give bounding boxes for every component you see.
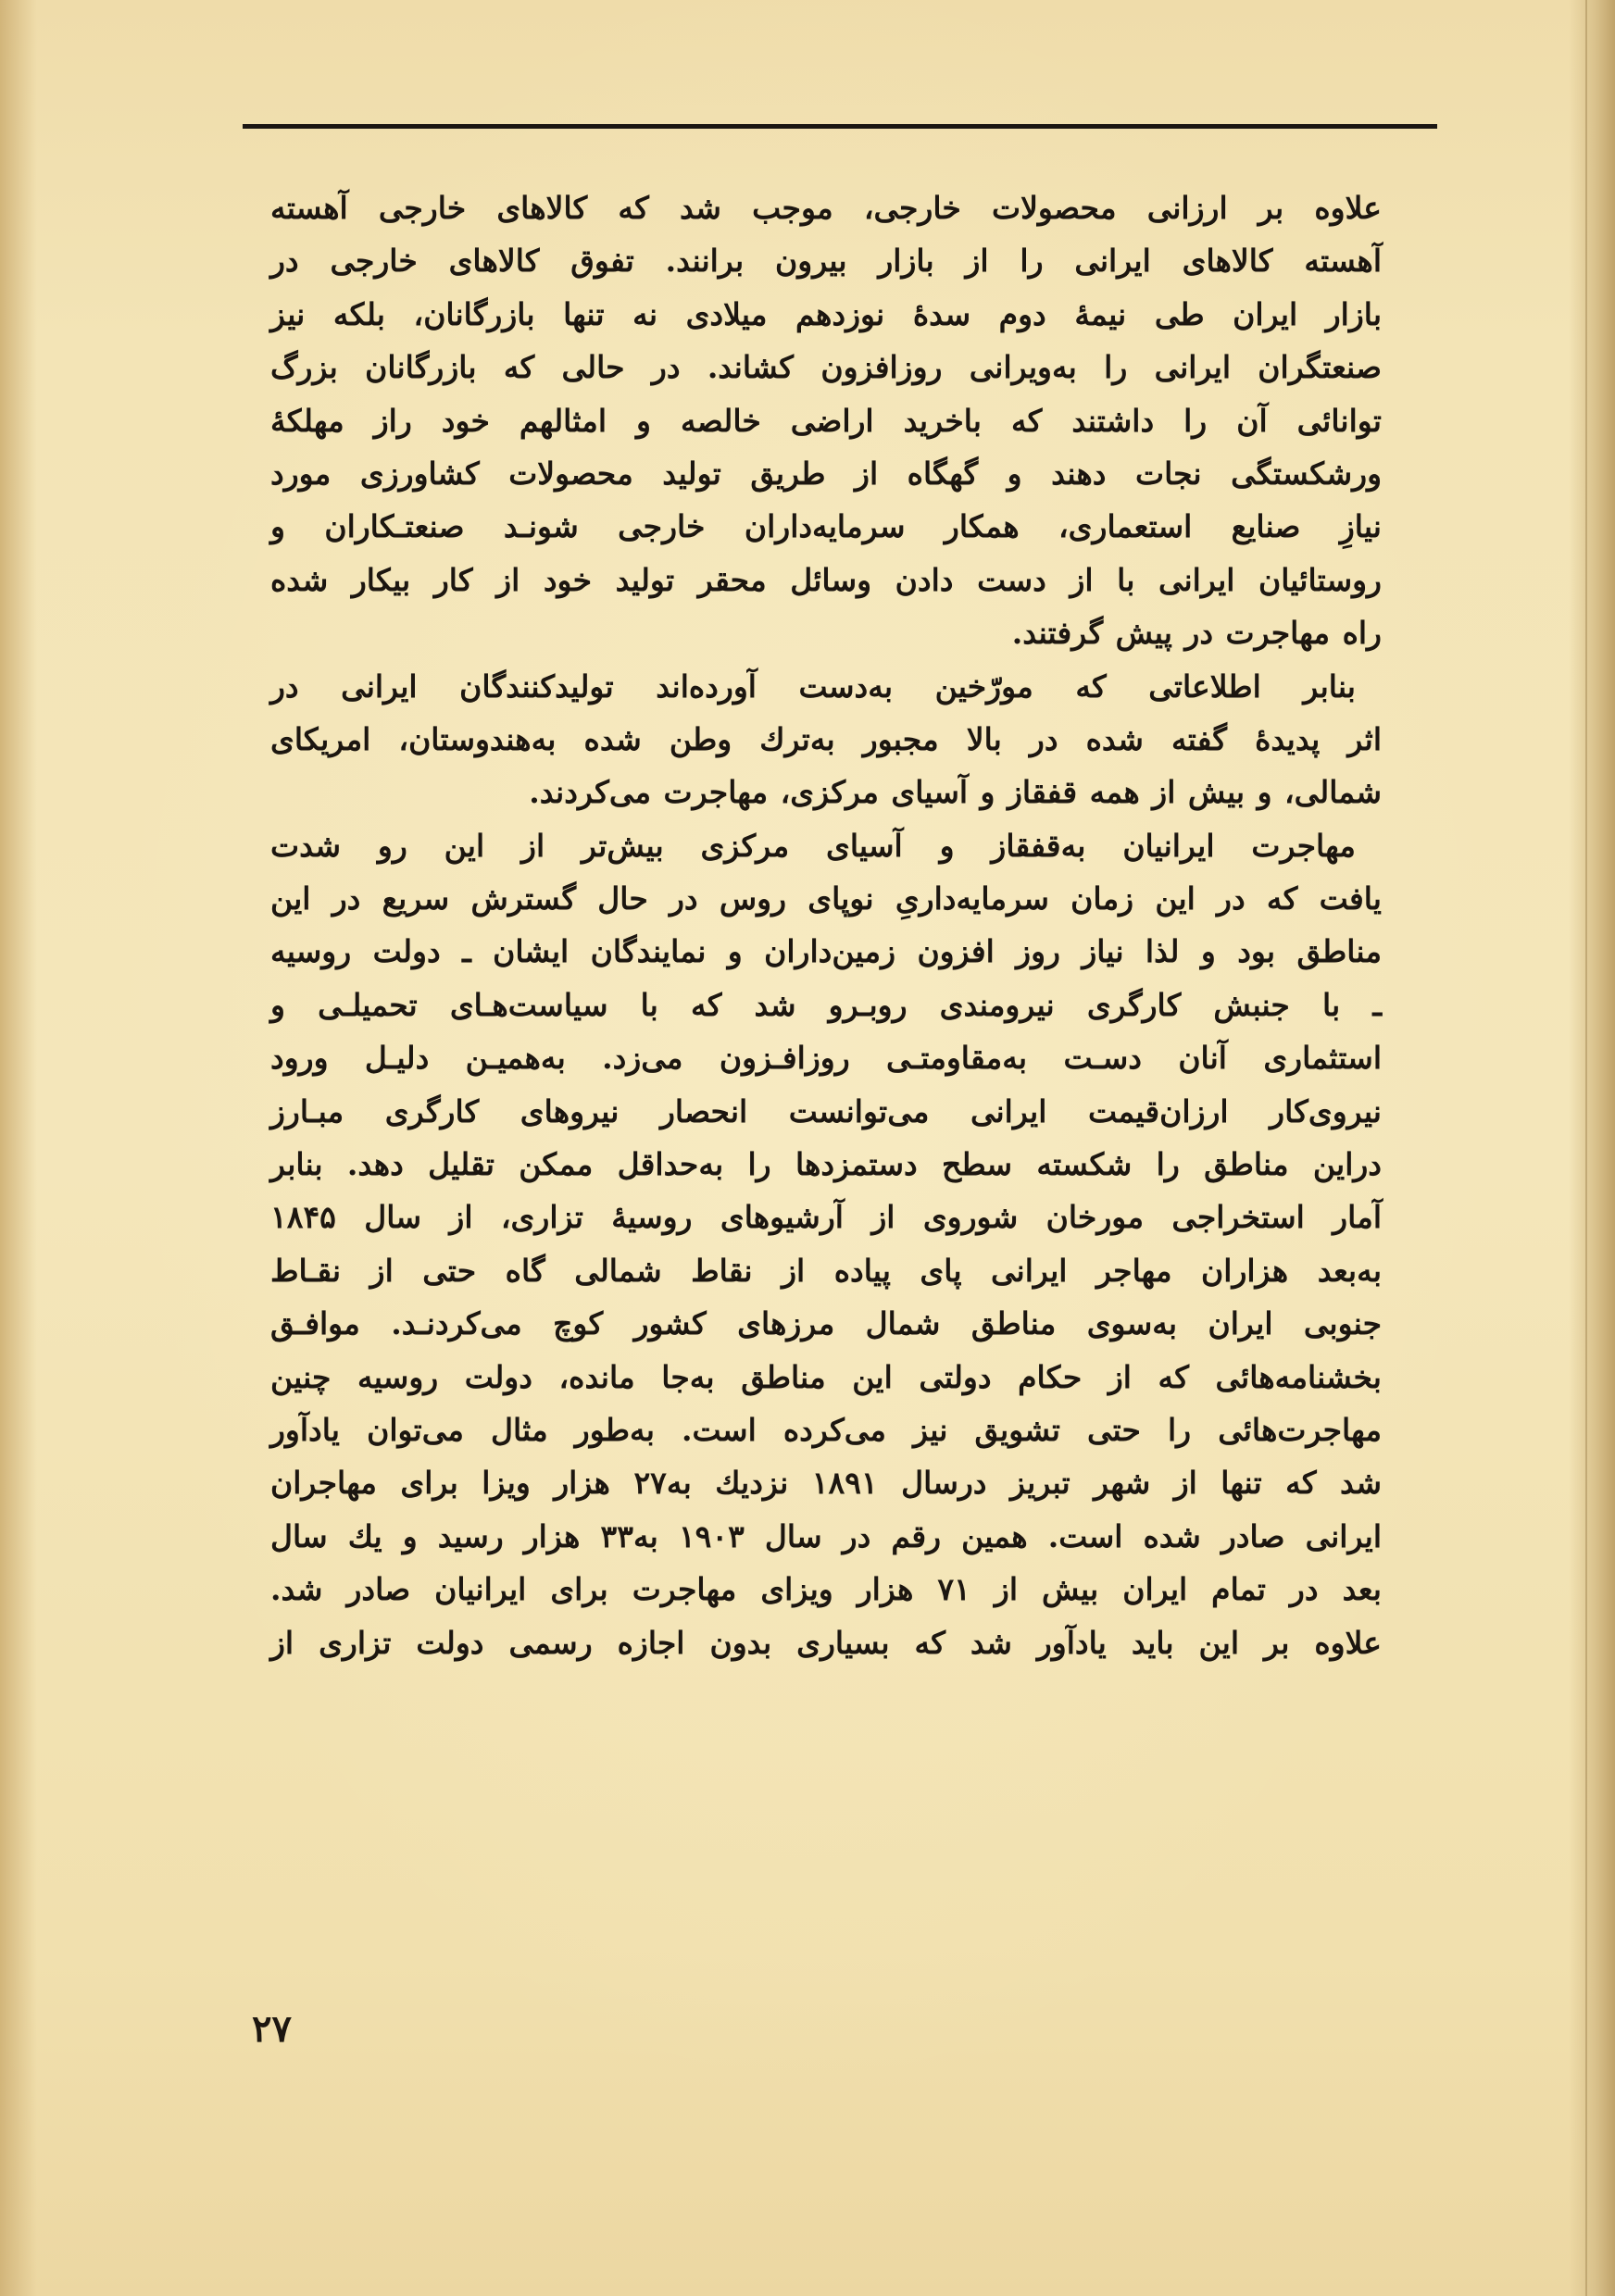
text-line: روستائیان ایرانی با از دست دادن وسائل محقر تولید خود از کار بیکار شده	[270, 561, 1382, 598]
text-line: شمالی، و بیش از همه قفقاز و آسیای مرکزی، مهاجرت می‌کردند.	[529, 774, 1382, 811]
text-line: جنوبی ایران به‌سوی مناطق شمال مرزهای کشور کوچ می‌کردنـد. موافـق	[270, 1305, 1382, 1342]
text-line: صنعتگران ایرانی را به‌ویرانی روزافزون کشاند. در حالی که بازرگانان بزرگ	[270, 349, 1382, 386]
text-line: آمار استخراجی مورخان شوروی از آرشیوهای روسیهٔ تزاری، از سال ۱۸۴۵	[270, 1199, 1382, 1236]
text-line: مناطق بود و لذا نیاز روز افزون زمین‌داران و نمایندگان ایشان ـ دولت روسیه	[270, 933, 1382, 970]
page-number: ۲۷	[252, 2007, 292, 2051]
text-line: شد که تنها از شهر تبریز درسال ۱۸۹۱ نزدیك به‌۲۷ هزار ویزا برای مهاجران	[270, 1465, 1382, 1502]
text-line: نیروی‌کار ارزان‌قیمت ایرانی می‌توانست انحصار نیروهای کارگری مبـارز	[270, 1092, 1382, 1129]
body-text	[270, 181, 1382, 1669]
paragraph-3	[270, 819, 1382, 1669]
text-line: مهاجرت‌هائی را حتی تشویق نیز می‌کرده است. به‌طور مثال می‌توان یادآور	[270, 1411, 1382, 1448]
text-line: علاوه بر این باید یادآور شد که بسیاری بدون اجازه رسمی دولت تزاری از	[270, 1624, 1382, 1661]
text-line: ایرانی صادر شده است. همین رقم در سال ۱۹۰۳ به‌۳۳ هزار رسید و یك سال	[270, 1517, 1383, 1554]
text-line: استثماری آنان دسـت به‌مقاومتـی روزافـزون می‌زد. به‌همیـن دلیـل ورود	[270, 1040, 1382, 1077]
page-right-edge-shadow	[1569, 0, 1615, 2296]
page-binding-line	[1585, 0, 1587, 2296]
text-line: توانائی آن را داشتند که باخرید اراضی خالصه و امثالهم خود راز مهلکهٔ	[270, 402, 1382, 439]
text-line: یافت که در این زمان سرمایه‌داریِ نوپای روس در حال گسترش سریع در این	[270, 880, 1382, 917]
text-line: اثر پدیدهٔ گفته شده در بالا مجبور به‌ترك وطن شده به‌هندوستان، امریکای	[270, 720, 1382, 757]
text-line: به‌بعد هزاران مهاجر ایرانی پای پیاده از نقاط شمالی گاه حتی از نقـاط	[270, 1252, 1382, 1289]
text-line: ـ با جنبش کارگری نیرومندی روبـرو شد که با سیاست‌هـای تحمیلـی و	[270, 986, 1382, 1023]
text-line: آهسته کالاهای ایرانی را از بازار بیرون برانند. تفوق کالاهای خارجی در	[270, 243, 1382, 280]
text-line: دراین مناطق را شکسته سطح دستمزدها را به‌حداقل ممکن تقلیل دهد. بنابر	[270, 1146, 1382, 1183]
paragraph-1	[270, 181, 1382, 660]
text-line: بازار ایران طی نیمهٔ دوم سدهٔ نوزدهم میلادی نه تنها بازرگانان، بلکه نیز	[270, 295, 1382, 332]
text-line: بنابر اطلاعاتی که مورّخین به‌دست آورده‌اند تولیدکنندگان ایرانی در	[270, 668, 1356, 705]
text-line: علاوه بر ارزانی محصولات خارجی، موجب شد که کالاهای خارجی آهسته	[270, 190, 1382, 226]
text-line: بعد در تمام ایران بیش از ۷۱ هزار ویزای مهاجرت برای ایرانیان صادر شد.	[270, 1571, 1382, 1608]
text-line: مهاجرت ایرانیان به‌قفقاز و آسیای مرکزی بیش‌تر از این رو شدت	[270, 827, 1356, 864]
header-rule	[243, 124, 1437, 129]
text-line: ورشکستگی نجات دهند و گهگاه از طریق تولید محصولات کشاورزی مورد	[270, 455, 1382, 492]
page-left-edge-shadow	[0, 0, 37, 2296]
text-line: راه مهاجرت در پیش گرفتند.	[1011, 615, 1382, 652]
text-line: بخشنامه‌هائی که از حکام دولتی این مناطق به‌جا مانده، دولت روسیه چنین	[270, 1358, 1382, 1395]
paragraph-2	[270, 660, 1382, 819]
text-line: نیازِ صنایع استعماری، همکار سرمایه‌داران خارجی شونـد صنعتـکاران و	[270, 508, 1382, 545]
